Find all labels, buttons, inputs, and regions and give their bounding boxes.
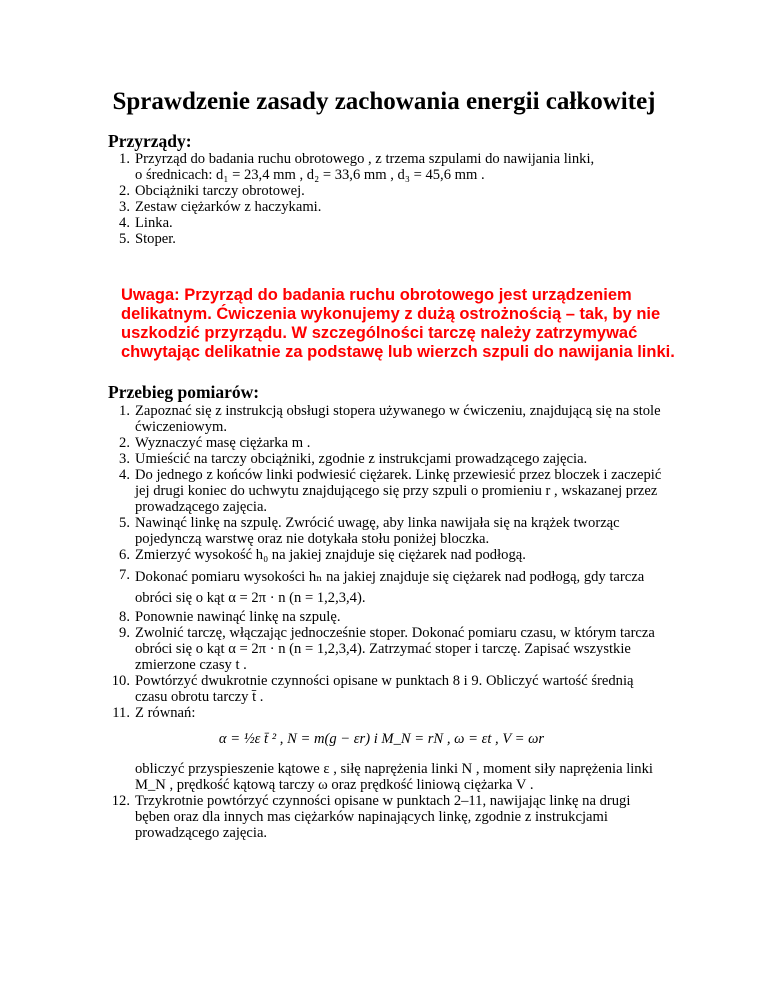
list-number: 4. — [119, 467, 130, 483]
list-number: 11. — [112, 705, 130, 721]
list-text-continued: obliczyć przyspieszenie kątowe ε , siłę naprężenia linki N , moment siły naprężenia linki M_N , prędkość kątową tarczy ω oraz prędkość liniową ciężarka V . — [135, 761, 653, 793]
list-text: Zestaw ciężarków z haczykami. — [135, 199, 322, 215]
list-text: Nawinąć linkę na szpulę. Zwrócić uwagę, aby linka nawijała się na krążek tworząc pojedynczą warstwę oraz nie dotykała stołu poniżej bloczka. — [135, 515, 620, 547]
list-item — [108, 231, 668, 247]
instruments-list — [108, 151, 668, 247]
list-number: 5. — [119, 515, 130, 531]
list-number: 7. — [119, 567, 130, 583]
list-item — [108, 467, 668, 515]
list-item — [108, 183, 668, 199]
list-text: Zwolnić tarczę, włączając jednocześnie stoper. Dokonać pomiaru czasu, w którym tarcza obróci się o kąt α = 2π · n (n = 1,2,3,4). Zatrzymać stoper i tarczę. Zapisać wszystkie zmierzone czasy t . — [135, 625, 655, 673]
list-number: 9. — [119, 625, 130, 641]
list-text: Linka. — [135, 215, 173, 231]
list-text: Obciążniki tarczy obrotowej. — [135, 183, 305, 199]
list-text: Z równań: — [135, 705, 196, 721]
list-number: 2. — [119, 183, 130, 199]
list-number: 1. — [119, 403, 130, 419]
list-item — [108, 625, 668, 673]
list-item — [108, 403, 668, 435]
list-text: Do jednego z końców linki podwiesić ciężarek. Linkę przewiesić przez bloczek i zaczepić jej drugi koniec do uchwytu znajdującego się przy szpuli o promieniu r , wskazanej przez prowadzącego zajęcia. — [135, 467, 662, 515]
list-item — [108, 705, 668, 793]
list-item — [108, 609, 668, 625]
list-item — [108, 151, 668, 183]
list-item — [108, 215, 668, 231]
list-text: Zmierzyć wysokość h₀ na jakiej znajduje się ciężarek nad podłogą. — [135, 547, 526, 563]
list-number: 3. — [119, 199, 130, 215]
list-item — [108, 199, 668, 215]
list-item — [108, 451, 668, 467]
list-item — [108, 793, 668, 841]
list-text: Wyznaczyć masę ciężarka m . — [135, 435, 311, 451]
procedure-heading: Przebieg pomiarów: — [108, 382, 260, 402]
list-text: Stoper. — [135, 231, 176, 247]
list-item — [108, 435, 668, 451]
list-text: Ponownie nawinąć linkę na szpulę. — [135, 609, 341, 625]
list-number: 8. — [119, 609, 130, 625]
warning-notice: Uwaga: Przyrząd do badania ruchu obrotowego jest urządzeniem delikatnym. Ćwiczenia wykonujemy z dużą ostrożnością – tak, by nie uszkodzić przyrządu. W szczególności tarczę należy zatrzymywać chwytając delikatnie za podstawę lub wierzch szpuli do nawijania linki. — [121, 286, 675, 361]
list-number: 4. — [119, 215, 130, 231]
list-number: 1. — [119, 151, 130, 167]
list-number: 5. — [119, 231, 130, 247]
list-number: 2. — [119, 435, 130, 451]
list-text-continued: o średnicach: d₁ = 23,4 mm , d₂ = 33,6 mm , d₃ = 45,6 mm . — [135, 167, 485, 183]
page-title: Sprawdzenie zasady zachowania energii całkowitej — [112, 88, 656, 115]
list-text: Umieścić na tarczy obciążniki, zgodnie z instrukcjami prowadzącego zajęcia. — [135, 451, 588, 467]
list-text: Zapoznać się z instrukcją obsługi stopera używanego w ćwiczeniu, znajdującą się na stole ćwiczeniowym. — [135, 403, 661, 435]
list-text: Przyrząd do badania ruchu obrotowego , z trzema szpulami do nawijania linki, — [135, 151, 595, 167]
list-text: Powtórzyć dwukrotnie czynności opisane w punktach 8 i 9. Obliczyć wartość średnią czasu obrotu tarczy t̄ . — [135, 673, 634, 705]
equations: α = ½ε t̄ ² , N = m(g − εr) i M_N = rN , ω = εt , V = ωr — [218, 731, 545, 747]
list-text: Dokonać pomiaru wysokości hₙ na jakiej znajduje się ciężarek nad podłogą, gdy tarcza obróci się o kąt α = 2π · n (n = 1,2,3,4). — [135, 569, 645, 606]
list-item — [108, 515, 668, 547]
list-number: 3. — [119, 451, 130, 467]
instruments-heading: Przyrządy: — [108, 131, 192, 151]
list-number: 12. — [111, 793, 130, 809]
list-item — [108, 673, 668, 705]
procedure-list — [108, 403, 668, 841]
list-item — [108, 547, 668, 563]
list-number: 6. — [119, 547, 130, 563]
list-item — [108, 567, 668, 609]
list-text: Trzykrotnie powtórzyć czynności opisane w punktach 2–11, nawijając linkę na drugi bęben oraz dla innych mas ciężarków napinających linkę, zgodnie z instrukcjami prowadzącego zajęcia. — [135, 793, 631, 841]
list-number: 10. — [111, 673, 130, 689]
